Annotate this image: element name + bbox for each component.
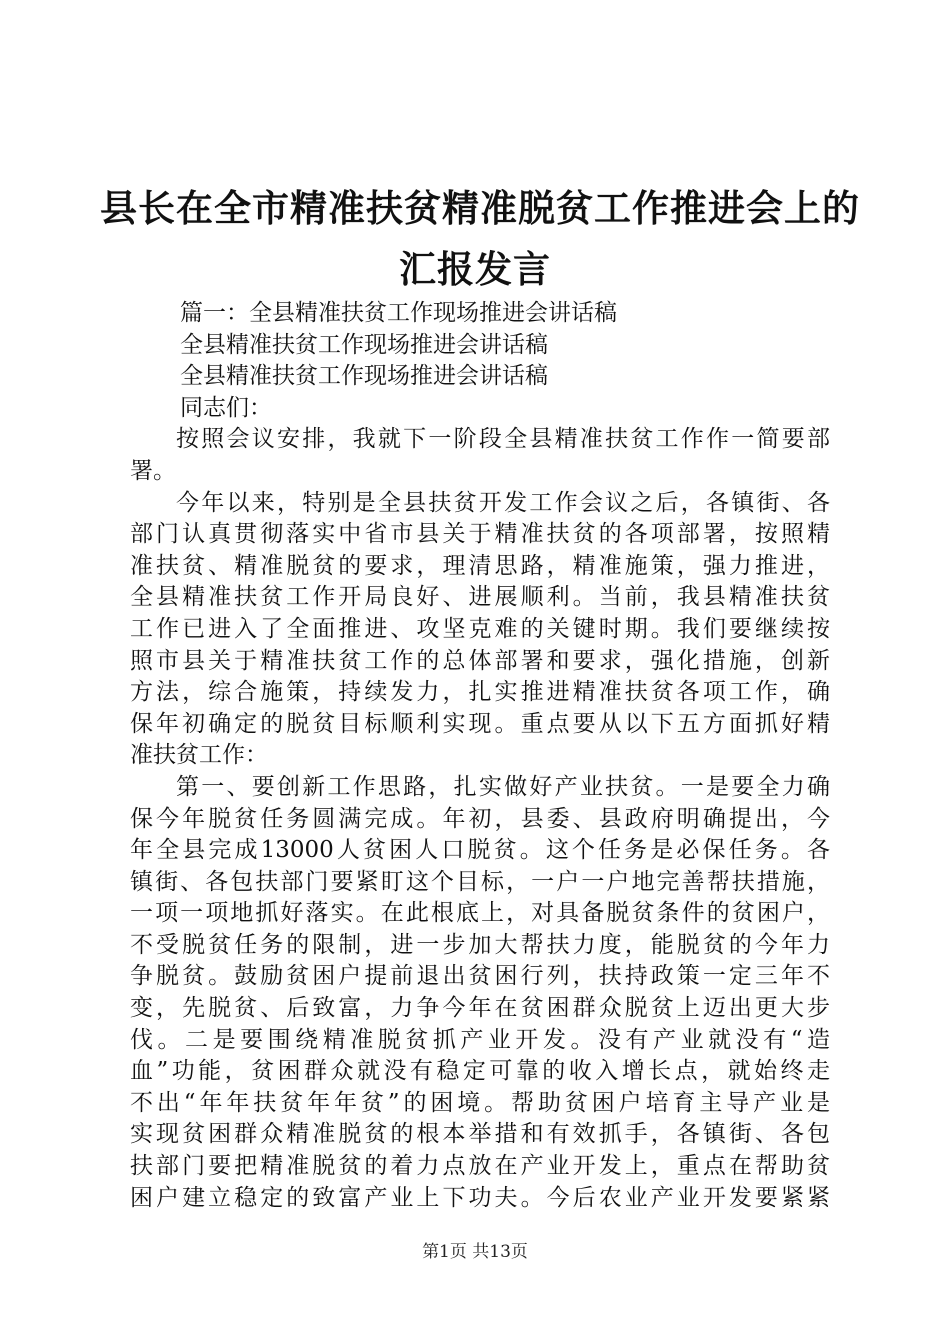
paragraph-line: 全县精准扶贫工作开局良好、进展顺利。当前，我县精准扶贫	[130, 584, 830, 611]
paragraph-line: 按照会议安排，我就下一阶段全县精准扶贫工作作一简要部	[176, 426, 830, 453]
paragraph-line: 今年以来，特别是全县扶贫开发工作会议之后，各镇街、各	[176, 489, 830, 516]
subtitle-line: 全县精准扶贫工作现场推进会讲话稿	[180, 363, 548, 390]
paragraph-line: 伐。二是要围绕精准脱贫抓产业开发。没有产业就没有“造	[130, 1026, 830, 1053]
paragraph-line: 困户建立稳定的致富产业上下功夫。今后农业产业开发要紧紧	[130, 1184, 830, 1211]
paragraph-line: 扶部门要把精准脱贫的着力点放在产业开发上，重点在帮助贫	[130, 1153, 830, 1180]
paragraph-line: 署。	[130, 457, 176, 484]
paragraph-line: 镇街、各包扶部门要紧盯这个目标，一户一户地完善帮扶措施，	[130, 868, 830, 895]
paragraph-line: 不受脱贫任务的限制，进一步加大帮扶力度，能脱贫的今年力	[130, 931, 830, 958]
document-body	[130, 298, 830, 1214]
paragraph-line: 血”功能，贫困群众就没有稳定可靠的收入增长点，就始终走	[130, 1058, 830, 1085]
subtitle-line: 全县精准扶贫工作现场推进会讲话稿	[180, 331, 548, 358]
section-heading: 篇一：全县精准扶贫工作现场推进会讲话稿	[180, 300, 617, 326]
document-title-line-1: 县长在全市精准扶贫精准脱贫工作推进会上的	[100, 186, 860, 230]
page-number-footer: 第1页 共13页	[422, 1242, 528, 1262]
paragraph-line: 变，先脱贫、后致富，力争今年在贫困群众脱贫上迈出更大步	[130, 995, 830, 1022]
paragraph-line: 实现贫困群众精准脱贫的根本举措和有效抓手，各镇街、各包	[130, 1121, 830, 1148]
paragraph-line: 方法，综合施策，持续发力，扎实推进精准扶贫各项工作，确	[130, 679, 830, 706]
paragraph-line: 不出“年年扶贫年年贫”的困境。帮助贫困户培育主导产业是	[130, 1089, 830, 1116]
paragraph-line: 一项一项地抓好落实。在此根底上，对具备脱贫条件的贫困户，	[130, 900, 830, 927]
paragraph-line: 保年初确定的脱贫目标顺利实现。重点要从以下五方面抓好精	[130, 710, 830, 737]
paragraph-line: 部门认真贯彻落实中省市县关于精准扶贫的各项部署，按照精	[130, 521, 830, 548]
document-title-line-2: 汇报发言	[399, 247, 551, 291]
paragraph-line: 准扶贫工作：	[130, 742, 268, 769]
paragraph-line: 争脱贫。鼓励贫困户提前退出贫困行列，扶持政策一定三年不	[130, 963, 830, 990]
paragraph-line: 第一、要创新工作思路，扎实做好产业扶贫。一是要全力确	[176, 773, 830, 800]
paragraph-line: 年全县完成13000人贫困人口脱贫。这个任务是必保任务。各	[130, 837, 830, 864]
salutation: 同志们：	[180, 394, 272, 421]
paragraph-line: 准扶贫、精准脱贫的要求，理清思路，精准施策，强力推进，	[130, 552, 830, 579]
paragraph-line: 保今年脱贫任务圆满完成。年初，县委、县政府明确提出，今	[130, 805, 830, 832]
paragraph-line: 照市县关于精准扶贫工作的总体部署和要求，强化措施，创新	[130, 647, 830, 674]
paragraph-line: 工作已进入了全面推进、攻坚克难的关键时期。我们要继续按	[130, 615, 830, 642]
